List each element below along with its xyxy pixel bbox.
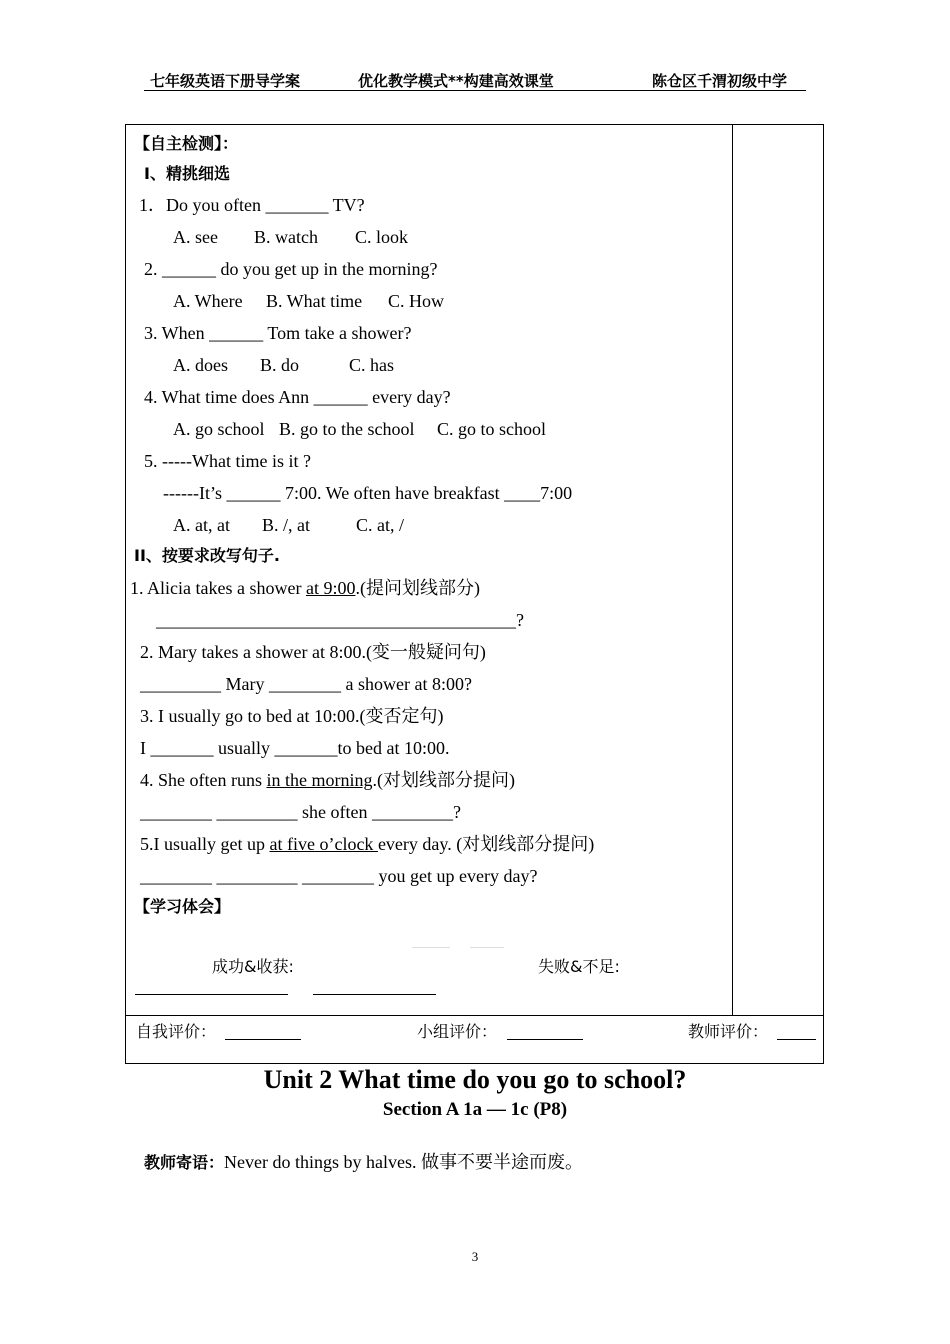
rewrite-2: 2. Mary takes a shower at 8:00.(变一般疑问句) <box>140 642 486 662</box>
question-3-option-a: A. does <box>173 355 228 375</box>
question-5-option-c: C. at, / <box>356 515 404 535</box>
notes-column-divider <box>732 124 733 1016</box>
group-evaluation-label: 小组评价： <box>417 1022 498 1041</box>
self-check-heading: 【自主检测】： <box>134 134 239 153</box>
teacher-note-text: Never do things by halves. 做事不要半途而废。 <box>224 1152 583 1172</box>
question-1-option-b: B. watch <box>254 227 318 247</box>
rewrite-1: 1. Alicia takes a shower at 9:00.(提问划线部分) <box>130 578 480 598</box>
question-2-option-a: A. Where <box>173 291 243 311</box>
teacher-note <box>144 1151 583 1174</box>
question-2-option-b: B. What time <box>266 291 363 311</box>
self-evaluation-blank <box>225 1039 301 1040</box>
question-1: 1．Do you often _______ TV? <box>139 195 365 215</box>
section-subtitle: Section A 1a — 1c (P8) <box>382 1099 568 1120</box>
question-2-option-c: C. How <box>388 291 445 311</box>
evaluation-row-divider <box>125 1015 824 1016</box>
success-answer-line <box>135 994 288 995</box>
rewrite-3: 3. I usually go to bed at 10:00.(变否定句) <box>140 706 444 726</box>
rewrite-1-answer: ________________________________________? <box>156 610 524 630</box>
rewrite-5-answer: ________ _________ ________ you get up every day? <box>140 866 538 886</box>
header-right: 陈仓区千渭初级中学 <box>652 72 788 90</box>
part1-heading: I、精挑细选 <box>144 164 230 183</box>
question-4-option-c: C. go to school <box>437 419 547 439</box>
unit-title: Unit 2 What time do you go to school? <box>263 1065 687 1094</box>
rewrite-4-answer: ________ _________ she often _________? <box>140 802 461 822</box>
question-4-option-a: A. go school <box>173 419 265 439</box>
question-5-option-b: B. /, at <box>262 515 310 535</box>
question-4-option-b: B. go to the school <box>279 419 415 439</box>
question-3-option-c: C. has <box>349 355 394 375</box>
question-2: 2. ______ do you get up in the morning? <box>144 259 438 279</box>
question-3-option-b: B. do <box>260 355 300 375</box>
failure-answer-line <box>313 994 436 995</box>
question-4: 4. What time does Ann ______ every day? <box>144 387 451 407</box>
header-center: 优化教学模式**构建高效课堂 <box>358 72 554 90</box>
group-evaluation-blank <box>507 1039 583 1040</box>
part2-heading: II、按要求改写句子. <box>134 546 280 565</box>
page-number: 3 <box>471 1249 479 1264</box>
header-left: 七年级英语下册导学案 <box>150 72 301 90</box>
question-5-option-a: A. at, at <box>173 515 230 535</box>
rewrite-3-answer: I _______ usually _______to bed at 10:00. <box>140 738 450 758</box>
rewrite-5: 5.I usually get up at five o’clock every day. (对划线部分提问) <box>140 834 595 854</box>
success-label: 成功&收获: <box>212 957 294 976</box>
teacher-evaluation-label: 教师评价： <box>688 1022 769 1041</box>
question-1-option-c: C. look <box>355 227 409 247</box>
rewrite-4: 4. She often runs in the morning.(对划线部分提问) <box>140 770 515 790</box>
teacher-evaluation-blank <box>777 1039 816 1040</box>
question-5-line-2: ------It’s ______ 7:00. We often have breakfast ____7:00 <box>163 483 573 503</box>
page-header <box>144 68 806 91</box>
teacher-note-label: 教师寄语： <box>144 1153 225 1172</box>
reflection-heading: 【学习体会】 <box>134 897 231 916</box>
self-evaluation-label: 自我评价： <box>136 1022 217 1041</box>
rewrite-2-answer: _________ Mary ________ a shower at 8:00? <box>140 674 472 694</box>
faint-mark <box>470 947 504 948</box>
question-1-option-a: A. see <box>173 227 218 247</box>
question-3: 3. When ______ Tom take a shower? <box>144 323 412 343</box>
failure-label: 失败&不足: <box>538 957 620 976</box>
question-5-line-1: 5. -----What time is it ? <box>144 451 311 471</box>
faint-mark <box>412 947 450 948</box>
